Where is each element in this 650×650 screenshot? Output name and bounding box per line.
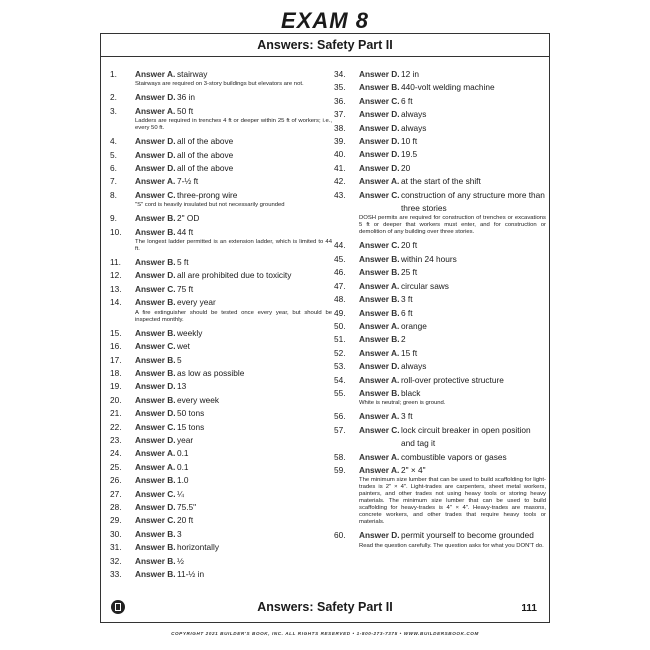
answer-row (110, 135, 332, 148)
exam-title: EXAM 8 (281, 8, 369, 33)
answer-row (110, 541, 332, 554)
answer-text: construction of any structure more than three stories (401, 189, 545, 214)
answer-letter: Answer B. (135, 555, 176, 566)
answer-text: 13 (177, 381, 187, 392)
answer-text: 5 ft (177, 257, 189, 268)
answer-row (334, 239, 546, 252)
answer-row (110, 568, 332, 581)
answer-letter: Answer A. (359, 347, 400, 358)
answer-text: 1.0 (177, 475, 189, 486)
answer-letter: Answer B. (135, 257, 176, 268)
answer-row (334, 175, 546, 188)
footer-title: Answers: Safety Part II (257, 600, 393, 614)
answer-letter: Answer A. (359, 411, 400, 422)
answer-number: 33. (110, 569, 122, 579)
answer-number: 23. (110, 434, 122, 445)
answer-row (110, 421, 332, 434)
answer-text: 20 (401, 162, 411, 173)
answer-text: 10 ft (401, 136, 418, 147)
answer-number: 12. (110, 270, 122, 281)
answer-letter: Answer D. (135, 136, 176, 147)
answer-letter: Answer A. (359, 451, 400, 462)
answer-text: 5 (177, 354, 182, 365)
answer-text: circular saws (401, 280, 449, 291)
answers-column-right (334, 68, 546, 553)
answer-letter: Answer D. (135, 149, 176, 160)
answer-text: ¼ (177, 488, 184, 499)
answer-explanation: White is neutral; green is ground. (359, 400, 446, 407)
answer-explanation: A fire extinguisher should be tested once every year, but should be inspected monthly. (135, 309, 332, 323)
answer-row (334, 333, 546, 346)
answer-row (334, 253, 546, 266)
answer-row (334, 410, 546, 423)
answer-text: 75 ft (177, 283, 194, 294)
answer-text: black (401, 387, 421, 398)
answer-letter: Answer C. (135, 189, 176, 200)
answer-row (110, 68, 332, 81)
answer-explanation: The longest ladder permitted is an extension ladder, which is limited to 44 ft. (135, 239, 332, 253)
answer-row (334, 162, 546, 175)
answer-number: 43. (334, 189, 346, 200)
answer-row (334, 360, 546, 373)
answer-text: all of the above (177, 163, 234, 174)
answers-column-left (110, 68, 332, 581)
answer-number: 54. (334, 374, 346, 385)
answer-letter: Answer D. (359, 122, 400, 133)
answer-row (334, 424, 546, 451)
answer-row (110, 189, 332, 202)
answer-number: 21. (110, 408, 122, 419)
answer-text: 44 ft (177, 226, 194, 237)
answer-number: 26. (110, 475, 122, 486)
answer-number: 58. (334, 451, 346, 462)
answer-row (110, 296, 332, 309)
answer-number: 13. (110, 283, 122, 294)
answer-row (110, 394, 332, 407)
answer-row (110, 269, 332, 282)
answer-row (110, 514, 332, 527)
answer-row (334, 81, 546, 94)
answer-letter: Answer C. (135, 283, 176, 294)
answer-letter: Answer C. (135, 488, 176, 499)
answer-row (110, 162, 332, 175)
answer-row (110, 501, 332, 514)
answer-letter: Answer A. (359, 464, 400, 475)
answer-number: 57. (334, 424, 346, 435)
answer-text: combustible vapors or gases (401, 451, 507, 462)
answer-number: 19. (110, 381, 122, 392)
answer-row (334, 122, 546, 135)
answer-number: 20. (110, 394, 122, 405)
answer-letter: Answer A. (359, 176, 400, 187)
answer-text: 12 in (401, 69, 419, 79)
answer-letter: Answer D. (135, 270, 176, 281)
answer-number: 37. (334, 109, 346, 120)
answer-number: 29. (110, 515, 122, 526)
answer-number: 27. (110, 488, 122, 499)
answer-letter: Answer D. (135, 163, 176, 174)
answer-number: 32. (110, 555, 122, 566)
answer-letter: Answer D. (135, 408, 176, 419)
answer-letter: Answer D. (359, 109, 400, 120)
answer-text: always (401, 109, 427, 120)
answer-number: 56. (334, 411, 346, 422)
answer-number: 47. (334, 280, 346, 291)
answer-letter: Answer D. (359, 162, 400, 173)
answer-letter: Answer D. (135, 92, 176, 103)
answer-row (110, 212, 332, 225)
answer-number: 31. (110, 542, 122, 553)
answer-text: 0.1 (177, 448, 189, 459)
answer-row (110, 149, 332, 162)
answer-explanation: DOSH permits are required for construction of trenches or excavations 5 ft or deeper that workers must enter, and for construction or demolition of any building over three stories. (359, 215, 546, 236)
answer-number: 7. (110, 176, 117, 187)
answer-number: 16. (110, 341, 122, 352)
answer-letter: Answer B. (135, 475, 176, 486)
answer-letter: Answer D. (359, 136, 400, 147)
answer-text: always (401, 361, 427, 372)
answer-text: 15 tons (177, 421, 205, 432)
answer-row (110, 434, 332, 447)
answer-letter: Answer C. (359, 424, 400, 435)
answer-row (334, 266, 546, 279)
answer-row (110, 528, 332, 541)
page-number: 111 (521, 603, 537, 614)
answer-text: every week (177, 394, 219, 405)
answer-letter: Answer D. (135, 501, 176, 512)
answer-row (334, 135, 546, 148)
answer-number: 28. (110, 501, 122, 512)
answer-row (334, 68, 546, 81)
answer-row (110, 407, 332, 420)
answer-number: 48. (334, 294, 346, 305)
answer-text: 6 ft (401, 307, 413, 318)
answer-row (334, 307, 546, 320)
answer-number: 17. (110, 354, 122, 365)
answer-text: 15 ft (401, 347, 418, 358)
answer-letter: Answer A. (359, 374, 400, 385)
answer-row (334, 529, 546, 542)
answer-letter: Answer A. (135, 176, 176, 187)
answer-number: 9. (110, 213, 117, 224)
answer-text: 440-volt welding machine (401, 82, 495, 93)
answer-row (334, 320, 546, 333)
answer-letter: Answer C. (359, 240, 400, 251)
answer-letter: Answer B. (135, 367, 176, 378)
answer-row (110, 105, 332, 118)
answer-number: 14. (110, 297, 122, 308)
answer-text: 25 ft (401, 267, 418, 278)
answer-row (110, 327, 332, 340)
answer-number: 25. (110, 461, 122, 472)
answer-row (110, 91, 332, 104)
answer-text: at the start of the shift (401, 176, 481, 187)
answer-letter: Answer B. (135, 394, 176, 405)
answer-number: 2. (110, 92, 117, 103)
answer-row (334, 280, 546, 293)
answer-text: 2 (401, 334, 406, 345)
answer-text: weekly (177, 327, 203, 338)
answer-letter: Answer B. (135, 354, 176, 365)
answer-text: orange (401, 320, 427, 331)
answer-number: 36. (334, 95, 346, 106)
answer-number: 55. (334, 387, 346, 398)
answer-number: 10. (110, 226, 122, 237)
answer-explanation: "S" cord is heavily insulated but not necessarily grounded (135, 202, 285, 209)
answer-number: 4. (110, 136, 117, 147)
answer-explanation: The minimum size lumber that can be used to build scaffolding for light-trades is 2" × 4". Light-trades are carpenters, sheet metal workers, painters, and other trades not using heavy tools or storing heavy materials. The minimum size lumber that can be used to build scaffolding for heavy-trades is 4" × 4". Heavy-trades are masons, concrete workers, and other trades that require heavy tools or materials. (359, 477, 546, 526)
answer-text: stairway (177, 69, 208, 79)
answer-letter: Answer B. (359, 294, 400, 305)
answer-number: 5. (110, 149, 117, 160)
answer-number: 38. (334, 122, 346, 133)
answer-letter: Answer D. (359, 530, 400, 541)
answer-text: 3 ft (401, 294, 413, 305)
answer-text: as low as possible (177, 367, 245, 378)
answer-row (334, 189, 546, 216)
copyright-line: COPYRIGHT 2021 BUILDER'S BOOK, INC. ALL RIGHTS RESERVED • 1-800-273-7375 • WWW.BUILDERSBOOK.COM (171, 631, 479, 636)
section-title: Answers: Safety Part II (101, 34, 549, 57)
answer-number: 34. (334, 69, 346, 79)
answer-text: within 24 hours (401, 253, 457, 264)
answer-number: 51. (334, 334, 346, 345)
answer-letter: Answer C. (359, 189, 400, 200)
answer-text: 50 tons (177, 408, 205, 419)
answer-letter: Answer B. (135, 226, 176, 237)
answer-number: 46. (334, 267, 346, 278)
answer-text: 0.1 (177, 461, 189, 472)
answer-number: 30. (110, 528, 122, 539)
answer-row (110, 380, 332, 393)
answer-text: 11-½ in (177, 569, 205, 579)
answer-text: all are prohibited due to toxicity (177, 270, 292, 281)
answer-number: 11. (110, 257, 121, 268)
answer-row (334, 108, 546, 121)
answer-row (334, 451, 546, 464)
answer-text: horizontally (177, 542, 219, 553)
answer-text: all of the above (177, 149, 234, 160)
answer-text: always (401, 122, 427, 133)
answer-number: 49. (334, 307, 346, 318)
answer-text: wet (177, 341, 190, 352)
answer-text: all of the above (177, 136, 234, 147)
answer-letter: Answer A. (359, 320, 400, 331)
answer-letter: Answer B. (135, 297, 176, 308)
answer-letter: Answer A. (135, 448, 176, 459)
answer-explanation: Ladders are required in trenches 4 ft or deeper within 25 ft of workers; i.e., every 50 ft. (135, 118, 332, 132)
answer-row (110, 461, 332, 474)
answer-text: 75.5" (177, 501, 197, 512)
answer-text: permit yourself to become grounded (401, 530, 534, 541)
answer-letter: Answer D. (359, 69, 400, 79)
answer-row (110, 447, 332, 460)
answer-row (334, 148, 546, 161)
answer-letter: Answer B. (135, 327, 176, 338)
answer-text: 7-½ ft (177, 176, 199, 187)
answer-explanation: Read the question carefully. The question asks for what you DON'T do. (359, 542, 544, 549)
answer-row (110, 367, 332, 380)
answer-number: 24. (110, 448, 122, 459)
answer-letter: Answer B. (135, 569, 176, 579)
answer-number: 45. (334, 253, 346, 264)
answer-letter: Answer A. (359, 280, 400, 291)
answer-text: 36 in (177, 92, 195, 103)
answer-row (110, 354, 332, 367)
answer-text: 50 ft (177, 105, 194, 116)
answer-letter: Answer D. (359, 149, 400, 160)
answer-text: 19.5 (401, 149, 418, 160)
answer-letter: Answer D. (359, 361, 400, 372)
answer-number: 40. (334, 149, 346, 160)
answer-letter: Answer B. (359, 253, 400, 264)
answer-row (334, 347, 546, 360)
answer-text: year (177, 434, 194, 445)
answer-letter: Answer C. (135, 341, 176, 352)
answer-row (110, 340, 332, 353)
answer-row (110, 488, 332, 501)
answer-text: 6 ft (401, 95, 413, 106)
answer-row (334, 464, 546, 477)
answer-row (110, 175, 332, 188)
answer-number: 18. (110, 367, 122, 378)
answer-letter: Answer B. (359, 334, 400, 345)
answer-letter: Answer A. (135, 105, 176, 116)
answer-letter: Answer A. (135, 69, 176, 79)
answer-row (110, 256, 332, 269)
answer-number: 39. (334, 136, 346, 147)
answer-letter: Answer C. (135, 421, 176, 432)
answer-number: 59. (334, 464, 346, 475)
answer-text: roll-over protective structure (401, 374, 504, 385)
answer-text: 2" × 4" (401, 464, 426, 475)
answer-row (334, 293, 546, 306)
answer-letter: Answer B. (135, 542, 176, 553)
answer-number: 50. (334, 320, 346, 331)
answer-number: 53. (334, 361, 346, 372)
answer-letter: Answer B. (135, 528, 176, 539)
answer-number: 60. (334, 530, 346, 541)
answer-number: 52. (334, 347, 346, 358)
answer-explanation: Stairways are required on 3-story buildings but elevators are not. (135, 81, 304, 88)
answer-text: lock circuit breaker in open position and tag it (401, 424, 531, 449)
answer-letter: Answer B. (359, 82, 400, 93)
answer-text: three-prong wire (177, 189, 238, 200)
answer-number: 3. (110, 105, 117, 116)
answer-number: 8. (110, 189, 117, 200)
answer-number: 22. (110, 421, 122, 432)
answer-page-frame (100, 33, 550, 623)
answer-number: 41. (334, 162, 346, 173)
answer-text: every year (177, 297, 216, 308)
answer-letter: Answer C. (135, 515, 176, 526)
answer-text: 3 (177, 528, 182, 539)
answer-number: 35. (334, 82, 346, 93)
answer-row (334, 374, 546, 387)
answer-text: 3 ft (401, 411, 413, 422)
answer-row (110, 474, 332, 487)
answer-text: ½ (177, 555, 184, 566)
answer-number: 44. (334, 240, 346, 251)
answer-letter: Answer B. (359, 267, 400, 278)
answer-letter: Answer B. (135, 213, 176, 224)
answer-row (110, 283, 332, 296)
answer-number: 6. (110, 163, 117, 174)
answer-letter: Answer D. (135, 434, 176, 445)
answer-letter: Answer B. (359, 307, 400, 318)
answer-row (110, 226, 332, 239)
answer-letter: Answer D. (135, 381, 176, 392)
answer-number: 42. (334, 176, 346, 187)
answer-letter: Answer C. (359, 95, 400, 106)
answer-row (110, 555, 332, 568)
answer-letter: Answer B. (359, 387, 400, 398)
answer-text: 20 ft (401, 240, 418, 251)
answer-text: 20 ft (177, 515, 194, 526)
answer-number: 1. (110, 69, 117, 79)
answer-letter: Answer A. (135, 461, 176, 472)
answer-row (334, 387, 546, 400)
answer-text: 2" OD (177, 213, 200, 224)
answer-row (334, 95, 546, 108)
answer-number: 15. (110, 327, 122, 338)
